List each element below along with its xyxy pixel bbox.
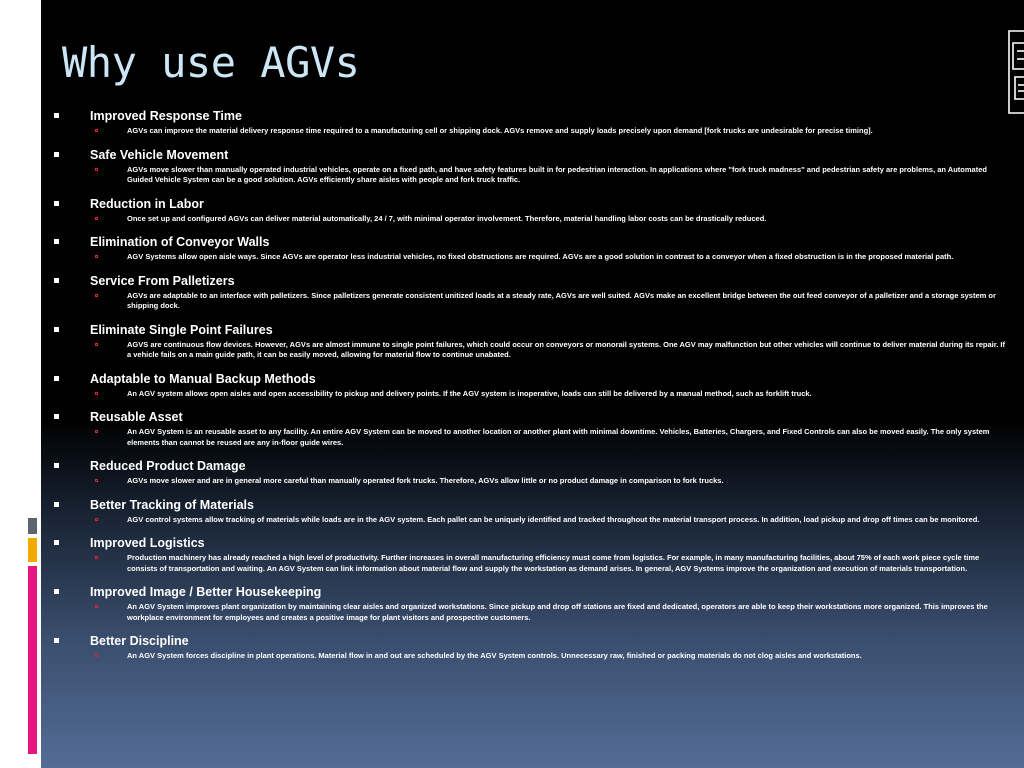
item-heading: Reduction in Labor (90, 196, 204, 211)
item-description-text: AGV Systems allow open aisle ways. Since AGVs are operator less industrial vehicles, no fixed obstructions are required. AGVs are a good solution in contrast to a conveyor when a fixed obstruction is in the proposed material path. (127, 252, 954, 261)
item-heading: Reduced Product Damage (90, 459, 246, 473)
list-item (50, 322, 1005, 361)
bullet-square-icon (54, 463, 59, 468)
item-description-text: AGVS are continuous flow devices. However, AGVs are almost immune to single point failures, which could occur on conveyors or monorail systems. One AGV may malfunction but other vehicles will continue to deliver material during its repair. If a vehicle fails on a main guide path, it can be easily moved, allowing for material flow to continue unabated. (127, 339, 1005, 359)
list-item (50, 234, 1005, 263)
item-description-text: An AGV System forces discipline in plant operations. Material flow in and out are scheduled by the AGV System controls. Unnecessary raw, finished or packing materials do not clog aisles and workstations. (127, 651, 862, 660)
item-description-text: Production machinery has already reached a high level of productivity. Further increases in overall manufacturing efficiency must come from logistics. For example, in many manufacturing facilities, about 75% of each work piece cycle time consists of transportation and waiting. An AGV System can link information about material flow and supply the workstation as demand arises. In general, AGV Systems improve the organization and execution of materials transportation. (127, 553, 980, 573)
item-description-text: An AGV System is an reusable asset to any facility. An entire AGV System can be moved to another location or another plant with minimal downtime. Vehicles, Batteries, Chargers, and Fixed Controls can also be moved easily. The only system elements than cannot be reused are any in-floor guide wires. (127, 427, 990, 447)
slide-title: Why use AGVs (62, 38, 360, 87)
item-heading: Better Tracking of Materials (90, 497, 254, 512)
item-heading: Reusable Asset (90, 410, 183, 424)
item-description-text: AGVs move slower than manually operated industrial vehicles, operate on a fixed path, and have safety features built in for pedestrian interaction. In applications where "fork truck madness" and pedestrian safety are problems, an Automated Guided Vehicle System can be a good solution. AGVs efficiently share aisles with people and fork truck traffic. (127, 164, 987, 184)
item-heading: Improved Image / Better Housekeeping (90, 585, 322, 599)
item-heading: Adaptable to Manual Backup Methods (90, 371, 316, 386)
list-item (50, 196, 1005, 225)
list-item (50, 633, 1005, 662)
bullet-square-icon (54, 113, 59, 118)
sub-bullet-icon (95, 217, 98, 220)
item-description (127, 252, 1005, 263)
bullet-square-icon (54, 376, 59, 381)
list-item (50, 497, 1005, 526)
accent-bar-gold (28, 538, 37, 562)
bullet-square-icon (54, 327, 59, 332)
item-description (127, 515, 1005, 526)
bullet-square-icon (54, 414, 59, 419)
list-item (50, 409, 1005, 448)
item-heading: Improved Logistics (90, 536, 205, 550)
item-description-text: Once set up and configured AGVs can deliver material automatically, 24 / 7, with minimal operator involvement. Therefore, material handling labor costs can be drastically reduced. (127, 213, 767, 223)
item-description (127, 389, 1005, 400)
item-description (127, 651, 1005, 662)
sub-bullet-icon (95, 294, 98, 297)
sub-bullet-icon (95, 479, 98, 482)
sub-bullet-icon (95, 343, 98, 346)
bullet-square-icon (54, 201, 59, 206)
list-item (50, 584, 1005, 623)
bullet-square-icon (54, 152, 59, 157)
item-description (127, 602, 1005, 623)
bullet-square-icon (54, 589, 59, 594)
item-description (127, 165, 1005, 186)
item-description-text: An AGV System improves plant organization by maintaining clear aisles and organized workstations. Since pickup and drop off stations are fixed and dedicated, operators are able to keep their workstations more organized. This improves the workplace environment for employees and creates a positive image for plant visitors and prospective customers. (127, 602, 988, 622)
bullet-square-icon (54, 638, 59, 643)
list-item (50, 458, 1005, 487)
sub-bullet-icon (95, 654, 98, 657)
sub-bullet-icon (95, 518, 98, 521)
accent-bar-gray (28, 518, 37, 534)
list-item (50, 273, 1005, 312)
item-description-text: An AGV system allows open aisles and open accessibility to pickup and delivery points. If the AGV system is inoperative, loads can still be delivered by a manual method, such as forklift truck. (127, 388, 812, 398)
sub-bullet-icon (95, 556, 98, 559)
item-description-text: AGVs can improve the material delivery response time required to a manufacturing cell or shipping dock. AGVs remove and supply loads precisely upon demand [fork trucks are undesirable for precise timing]. (127, 126, 873, 135)
sub-bullet-icon (95, 129, 98, 132)
sub-bullet-icon (95, 430, 98, 433)
bullet-square-icon (54, 239, 59, 244)
item-description-text: AGV control systems allow tracking of materials while loads are in the AGV system. Each pallet can be uniquely identified and tracked throughout the material transport process. In addition, load pickup and drop off times can be monitored. (127, 514, 980, 524)
item-description (127, 340, 1005, 361)
item-heading: Better Discipline (90, 634, 189, 648)
accent-bar-pink (28, 566, 37, 754)
item-description (127, 476, 1005, 487)
sub-bullet-icon (95, 605, 98, 608)
bullet-list (50, 108, 1005, 672)
bullet-square-icon (54, 502, 59, 507)
decorative-grid-icon (1003, 29, 1024, 115)
item-description-text: AGVs are adaptable to an interface with palletizers. Since palletizers generate consistent unitized loads at a steady rate, AGVs are well suited. AGVs make an excellent bridge between the out feed conveyor of a palletizer and a storage system or shipping dock. (127, 290, 996, 310)
item-heading: Service From Palletizers (90, 273, 235, 288)
item-description (127, 214, 1005, 225)
item-description (127, 553, 1005, 574)
bullet-square-icon (54, 278, 59, 283)
slide-left-margin (0, 0, 41, 768)
sub-bullet-icon (95, 255, 98, 258)
item-heading: Improved Response Time (90, 109, 242, 123)
item-description (127, 427, 1005, 448)
list-item (50, 535, 1005, 574)
list-item (50, 147, 1005, 186)
item-description (127, 291, 1005, 312)
item-heading: Elimination of Conveyor Walls (90, 235, 270, 249)
item-description-text: AGVs move slower and are in general more careful than manually operated fork trucks. Therefore, AGVs allow little or no product damage in comparison to fork trucks. (127, 476, 724, 485)
sub-bullet-icon (95, 168, 98, 171)
sub-bullet-icon (95, 392, 98, 395)
bullet-square-icon (54, 540, 59, 545)
item-heading: Eliminate Single Point Failures (90, 322, 273, 337)
item-heading: Safe Vehicle Movement (90, 147, 229, 162)
list-item (50, 108, 1005, 137)
list-item (50, 371, 1005, 400)
item-description (127, 126, 1005, 137)
